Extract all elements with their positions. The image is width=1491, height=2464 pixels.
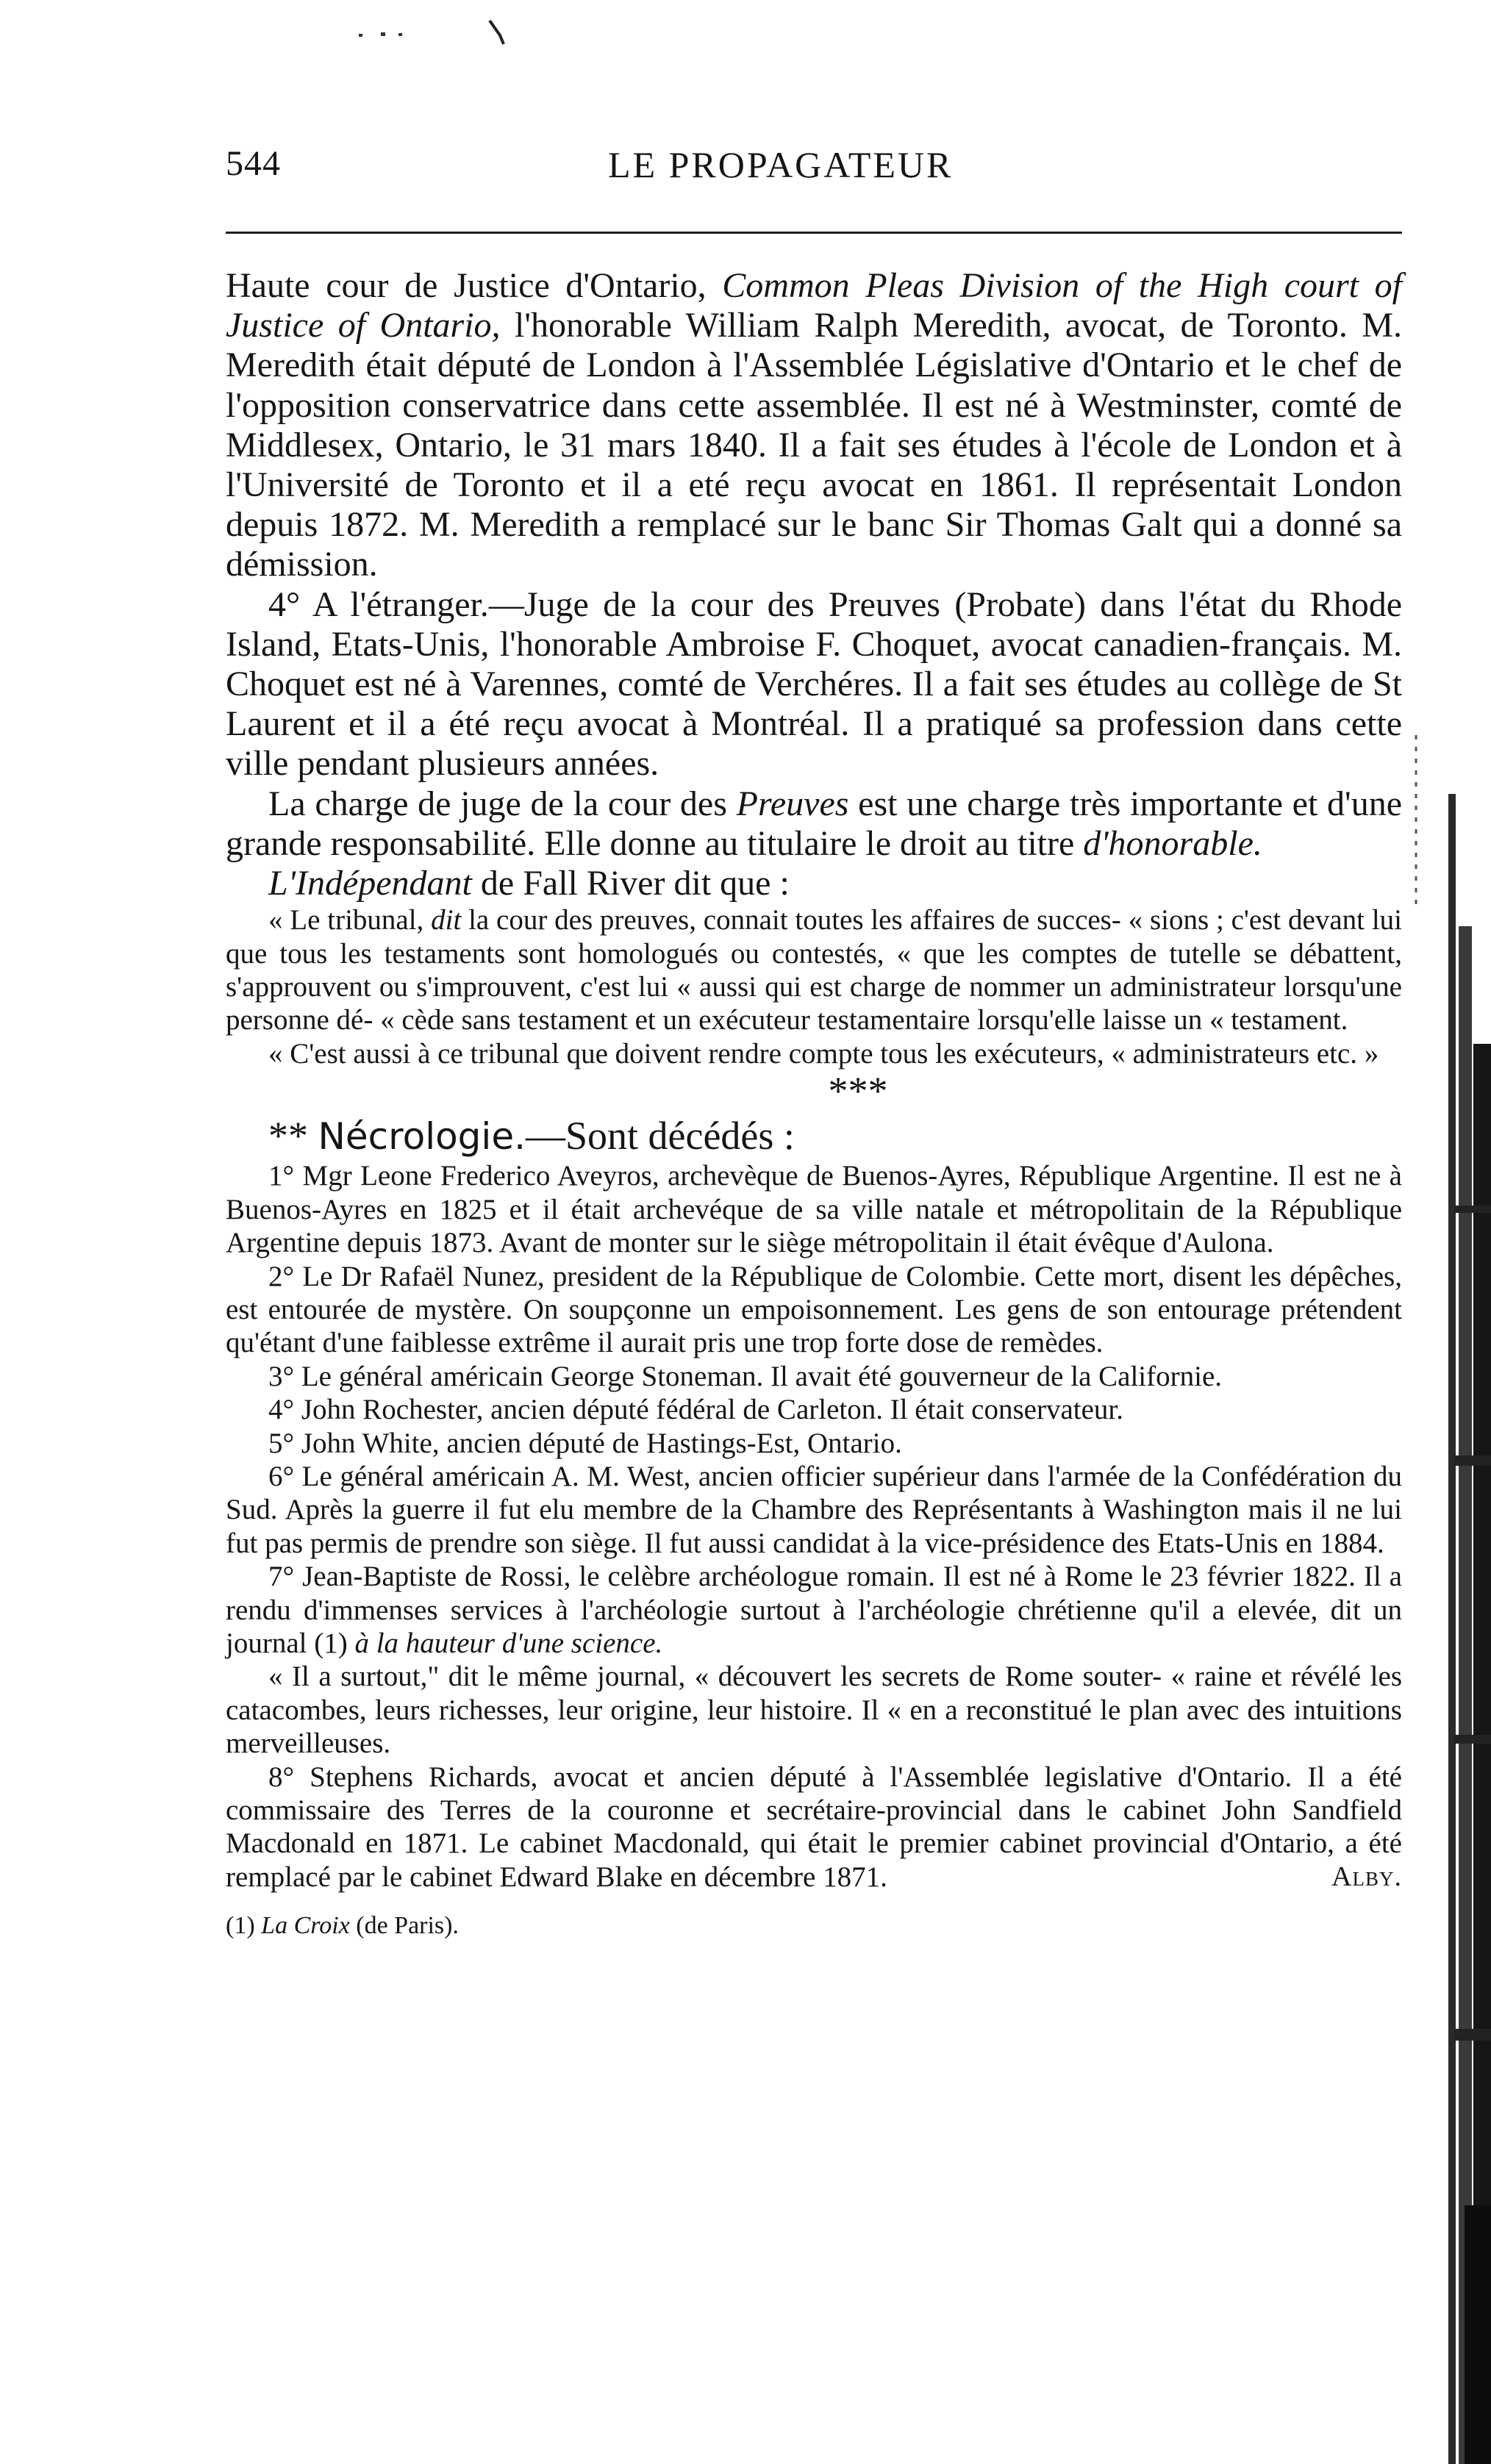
asterism-separator: *** [828,1069,888,1114]
obituary-7-quote: « Il a surtout," dit le même journal, « découvert les secrets de Rome souter- « raine et révélé les catacombes, leurs richesses, leur origine, leur histoire. Il « en a reconstitué le plan avec des intuitions merveilleuses. [226,1661,1402,1760]
obituary-6: 6° Le général américain A. M. West, ancien officier supérieur dans l'armée de la Confédération du Sud. Après la guerre il fut elu membre de la Chambre des Représentants à Washington mais il ne lui fut pas permis de prendre son siège. Il fut aussi candidat à la vice-présidence des Etats-Unis en 1884. [226,1460,1402,1559]
obituary-8: 8° Stephens Richards, avocat et ancien député à l'Assemblée legislative d'Ontario. Il a été commissaire des Terres de la couronne et secrétaire-provincial dans le cabinet John Sandfield Macdonald en 1871. Le cabinet Macdonald, qui était le premier cabinet provincial d'Ontario, a été remplacé par le cabinet Edward Blake en décembre 1871. Alby. [226,1761,1402,1893]
footnote: (1) La Croix (de Paris). [226,1912,459,1940]
obituary-2: 2° Le Dr Rafaël Nunez, president de la République de Colombie. Cette mort, disent les dépêches, est entourée de mystère. On soupçonne un empoisonnement. Les gens de son entourage prétendent qu'étant d'une faiblesse extrême il aurait pris une trop forte dose de remèdes. [226,1260,1402,1359]
court-name-english: Common Pleas Division of the High court of Justice of Ontario, [226,266,1402,345]
section-heading: ** Nécrologie.—Sont décédés : [268,1114,795,1158]
paragraph-etranger: 4° A l'étranger.—Juge de la cour des Preuves (Probate) dans l'état du Rhode Island, Etats-Unis, l'honorable Ambroise F. Choquet, avocat canadien-français. M. Choquet est né à Varennes, comté de Verchéres. Il a fait ses études au collège de St Laurent et il a été reçu avocat à Montréal. Il a pratiqué sa profession dans cette ville pendant plusieurs années. [226,584,1402,784]
obituary-5: 5° John White, ancien député de Hastings-Est, Ontario. [268,1427,902,1459]
text-column [226,266,1402,1942]
obituary-7: 7° Jean-Baptiste de Rossi, le celèbre archéologue romain. Il est né à Rome le 23 février 1822. Il a rendu d'immenses services à l'archéologie surtout à l'archéologie chrétienne qu'il a elevée, dit un journal (1) à la hauteur d'une science. [226,1561,1402,1659]
asterism-mark: ** [268,1114,308,1158]
page-number: 544 [226,144,281,183]
header-rule [226,232,1402,234]
scan-specks [353,15,515,66]
emphasis-phrase: à la hauteur d'une science. [354,1627,663,1659]
paragraph-charge: La charge de juge de la cour des Preuves est une charge très importante et d'une grande responsabilité. Elle donne au titulaire le droit au titre d'honorable. [226,784,1402,863]
obituary-3: 3° Le général américain George Stoneman. Il avait été gouverneur de la Californie. [268,1360,1222,1392]
author-signature: Alby. [1331,1860,1402,1892]
obituary-4: 4° John Rochester, ancien député fédéral de Carleton. Il était conservateur. [268,1394,1123,1426]
quote-executeurs: « C'est aussi à ce tribunal que doivent rendre compte tous les exécuteurs, « administrateurs etc. » [268,1037,1379,1070]
section-title: Nécrologie. [318,1115,526,1158]
obituary-1: 1° Mgr Leone Frederico Aveyros, archevèque de Buenos-Ayres, République Argentine. Il est ne à Buenos-Ayres en 1825 et il était archevéque de sa ville natale et métropolitain de la République Argentine depuis 1873. Avant de monter sur le siège métropolitain il était évêque d'Aulona. [226,1160,1402,1259]
paragraph-independant: L'Indépendant de Fall River dit que : [268,864,790,903]
quote-tribunal: « Le tribunal, dit la cour des preuves, connait toutes les affaires de succes- « sions ; c'est devant lui que tous les testaments sont homologués ou contestés, « que les comptes de tutelle se débattent, s'approuvent ou s'improuvent, c'est lui « aussi qui est charge de nommer un administrateur lorsqu'une personne dé- « cède sans testament et un exécuteur testamentaire lorsqu'elle laisse un « testament. [226,904,1402,1036]
scan-binding-edge [1406,735,1491,2464]
paragraph-meredith: Haute cour de Justice d'Ontario, Common Pleas Division of the High court of Justice of Ontario, l'honorable William Ralph Meredith, avocat, de Toronto. M. Meredith était député de London à l'Assemblée Législative d'Ontario et le chef de l'opposition conservatrice dans cette assemblée. Il est né à Westminster, comté de Middlesex, Ontario, le 31 mars 1840. Il a fait ses études à l'école de London et à l'Université de Toronto et il a eté reçu avocat en 1861. Il représentait London depuis 1872. M. Meredith a remplacé sur le banc Sir Thomas Galt qui a donné sa démission. [226,266,1402,584]
newspaper-title: L'Indépendant [268,864,472,903]
running-title: LE PROPAGATEUR [608,144,954,185]
page-header [226,143,1402,202]
footnote-source: La Croix [261,1912,350,1940]
